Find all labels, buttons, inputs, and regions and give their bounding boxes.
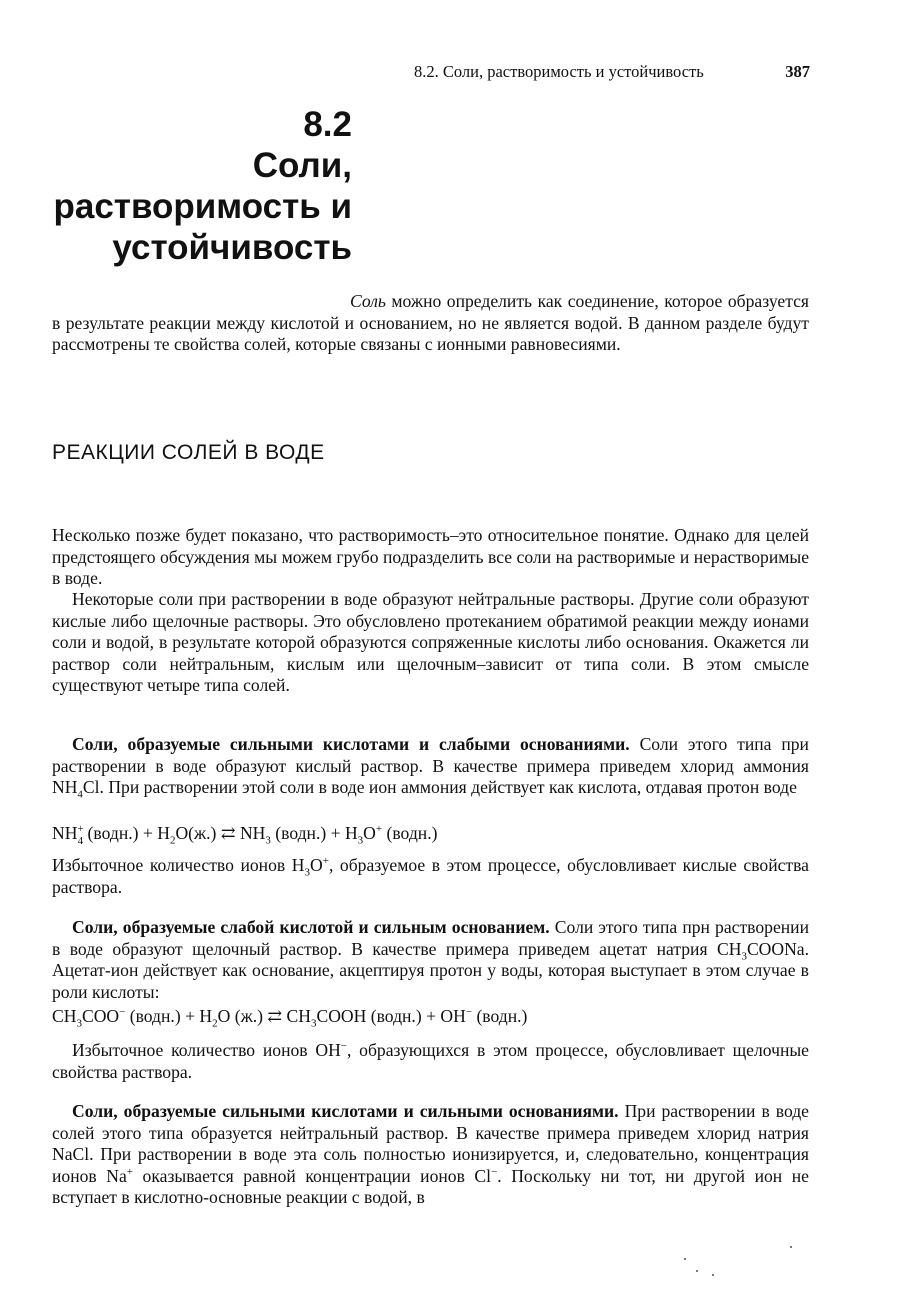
eq-term: (водн.) + H [125,1006,213,1026]
section-title-line: Соли, [252,146,352,185]
eq-term: O [363,823,376,843]
case-1-text: Cl. При растворении этой соли в воде ион аммония действует как кислота, отдавая протон воде [82,777,797,798]
scan-speck [684,1258,686,1260]
case-2-text: COONa. Ацетат-ион действует как основание, акцептируя протон у воды, которая выступает в этом случае в роли кислоты: [52,938,809,1002]
text: Избыточное количество ионов H [52,855,305,875]
running-header [414,62,810,82]
text: Избыточное количество ионов OH [72,1040,341,1060]
text: , образуемое в этом процессе, обусловливает кислые свойства раствора. [52,855,809,897]
scan-speck [712,1274,714,1276]
equation-2 [52,1006,528,1030]
eq-term: COO [81,1006,120,1026]
intro-paragraph [52,291,809,356]
case-3-text: оказывается равной концентрации ионов Cl [133,1165,492,1186]
superscript: + [126,1165,134,1178]
section-title-line: растворимость и [53,187,352,226]
eq-term: (водн.) + H [270,823,358,843]
case-1-heading: Соли, образуемые сильными кислотами и слабыми основаниями. [72,734,630,754]
superscript: − [119,1006,126,1019]
subsection-heading: РЕАКЦИИ СОЛЕЙ В ВОДЕ [52,441,325,464]
eq-term: (водн.) [472,1006,528,1026]
scan-speck [790,1246,792,1248]
section-title [40,104,352,268]
text: O [310,855,323,875]
page-number: 387 [785,62,810,81]
section-title-line: устойчивость [112,228,352,267]
intro-term: Соль [350,291,386,311]
eq-term: NH [52,823,78,843]
superscript: + [77,823,84,836]
equation-1 [52,823,438,847]
intro-text: можно определить как соединение, которое образуется в результате реакции между кислотой и основанием, но не является водой. В данном разделе будут рассмотрены те свойства солей, которые связаны с ионными равновесиями. [52,291,809,355]
eq-term: (водн.) [382,823,438,843]
eq-term: (водн.) + H [83,823,170,843]
case-2-heading: Соли, образуемые слабой кислотой и сильным основанием. [72,917,550,937]
case-3-paragraph [52,1101,809,1209]
superscript: + [322,855,329,868]
subscript: 4 [77,788,83,801]
case-2-conclusion [52,1040,809,1083]
case-3-text: При растворении в воде солей этого типа образуется нейтральный раствор. В качестве примера приведем хлорид натрия NaCl. При растворении в воде эта соль полностью ионизируется, и, следовательно, концентрация ионов Na [52,1101,809,1186]
case-3-heading: Соли, образуемые сильными кислотами и сильными основаниями. [72,1101,619,1121]
subscript: 3 [304,866,310,879]
text: , образующихся в этом процессе, обусловливает щелочные свойства раствора. [52,1040,809,1082]
eq-term: CH [52,1006,77,1026]
case-1-conclusion [52,855,809,898]
running-title: 8.2. Соли, растворимость и устойчивость [414,62,704,81]
subscript: 2 [212,1017,218,1030]
paragraph-1: Несколько позже будет показано, что растворимость–это относительное понятие. Однако для целей предстоящего обсуждения мы можем грубо подразделить все соли на растворимые и нерастворимые в воде. [52,525,809,589]
case-2-text: Соли этого типа прн растворении в воде образуют щелочный раствор. В качестве примера приведем ацетат натрия CH [52,917,809,959]
case-1-paragraph [52,734,809,799]
paragraph-2: Некоторые соли при растворении в воде образуют нейтральные растворы. Другие соли образуют кислые либо щелочные растворы. Это обусловлено протеканием обратимой реакции между ионами соли и водой, в результате которой образуются сопряженные кислоты либо основания. Окажется ли раствор соли нейтральным, кислым или щелочным–зависит от типа соли. В этом смысле существуют четыре типа солей. [52,589,809,696]
subscript: 3 [310,1017,317,1030]
subscript: 3 [357,834,364,847]
eq-term: O(ж.) ⇄ NH [175,823,266,843]
superscript: + [375,823,383,836]
eq-term: O (ж.) ⇄ CH [217,1006,311,1026]
subscript: 3 [265,834,271,847]
case-1-text: Соли этого типа при растворении в воде образуют кислый раствор. В качестве примера приведем хлорид аммония NH [52,734,809,798]
eq-term: COOH (водн.) + OH [316,1006,466,1026]
subscript: 2 [169,834,176,847]
section-number: 8.2 [303,105,352,144]
case-3-text: . Поскольку ни тот, ни другой ион не вступает в кислотно-основные реакции с водой, в [52,1165,809,1208]
superscript: − [465,1006,473,1019]
superscript: − [491,1165,498,1178]
superscript: − [340,1040,347,1053]
subscript: 3 [76,1017,82,1030]
case-2-paragraph [52,917,809,1003]
subscript: 4 [77,834,84,847]
scan-speck [696,1270,698,1272]
subscript: 3 [741,950,747,963]
